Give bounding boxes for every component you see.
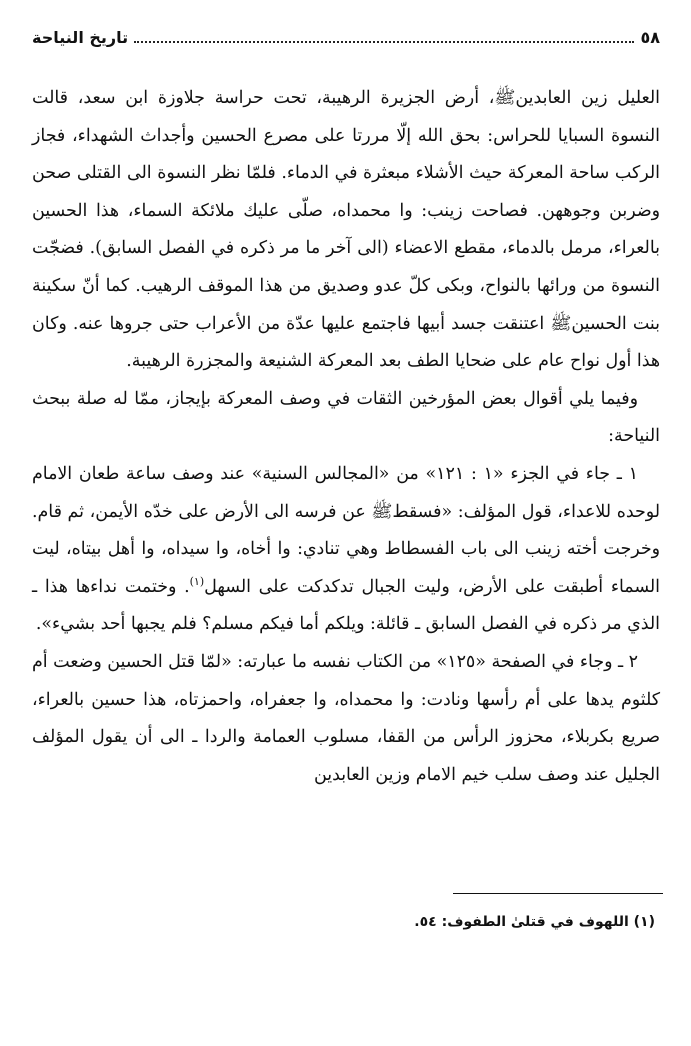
paragraph: وفيما يلي أقوال بعض المؤرخين الثقات في وصف المعركة بإيجاز، ممّا له صلة ببحث النياحة: [32,388,660,447]
book-page [32,28,660,794]
running-title: تاريخ النياحة [32,28,129,47]
paragraph-text: . وختمت نداءها هذا ـ الذي مر ذكره في الفصل السابق ـ قائلة: ويلكم أما فيكم مسلم؟ فلم يجبها أحد بشيء». [32,576,660,635]
body-text [32,80,660,794]
paragraph: ٢ ـ وجاء في الصفحة «١٢٥» من الكتاب نفسه ما عبارته: «لمّا قتل الحسين وضعت أم كلثوم يدها على أم رأسها ونادت: وا محمداه، وا جعفراه، واحمزتاه، هذا حسين بالعراء، صريع بكربلاء، محزوز الرأس من القفا، مسلوب العمامة والردا ـ الى أن يقول المؤلف الجليل عند وصف سلب خيم الامام وزين العابدين [32,651,660,785]
running-header [32,28,660,56]
leader-dots [134,40,634,43]
paragraph: العليل زين العابدينﷺ، أرض الجزيرة الرهيبة، تحت حراسة جلاوزة ابن سعد، قالت النسوة السبايا للحراس: بحق الله إلّا مررتا على مصرع الحسين وأجداث الشهداء، فجاز الركب ساحة المعركة حيث الأشلاء مبعثرة في الدماء. فلمّا نظر النسوة الى القتلى صحن وضربن وجوههن. فصاحت زينب: وا محمداه، صلّى عليك ملائكة السماء، هذا الحسين بالعراء، مرمل بالدماء، مقطع الاعضاء (الى آخر ما مر ذكره في الفصل السابق). فضجّت النسوة من ورائها بالنواح، وبكى كلّ عدو وصديق من هذا الموقف الرهيب. كما أنّ سكينة بنت الحسينﷺ اعتنقت جسد أبيها فاجتمع عليها عدّة من الأعراب حتى جروها عنه. وكان هذا أول نواح عام على ضحايا الطف بعد المعركة الشنيعة والمجزرة الرهيبة. [32,88,660,372]
page-number: ٥٨ [640,28,660,47]
footnote: (١) اللهوف في قتلىٰ الطفوف: ٥٤. [414,914,655,930]
footnote-divider [453,893,663,894]
paragraph [32,456,660,644]
footnote-marker: (١) [189,574,205,588]
paragraph-text: ١ ـ جاء في الجزء «١ : ١٢١» من «المجالس السنية» عند وصف ساعة طعان الامام لوحده للاعداء، قول المؤلف: «فسقطﷺ عن فرسه الى الأرض على خدّه الأيمن، ثم قام. وخرجت أخته زينب الى باب الفسطاط وهي تنادي: وا أخاه، وا سيداه، وا أهل بيتاه، ليت السماء أطبقت على الأرض، وليت الجبال تدكدكت على السهل [32,463,661,597]
